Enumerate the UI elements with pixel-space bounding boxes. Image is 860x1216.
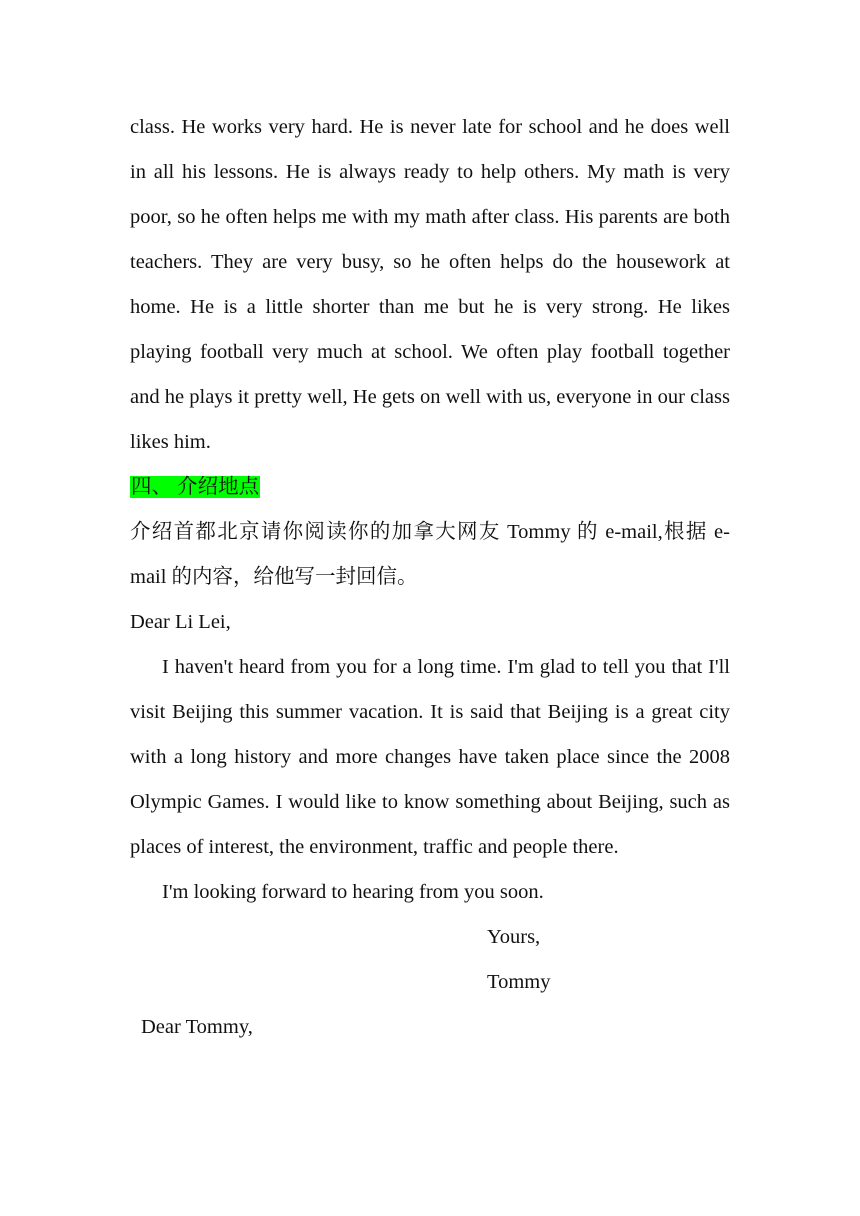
email-greeting: Dear Li Lei, bbox=[130, 611, 231, 633]
reply-greeting: Dear Tommy, bbox=[141, 1016, 253, 1038]
passage-paragraph: class. He works very hard. He is never late for school and he does well in all his lessons. He is always ready to help others. My math is very poor, so he often helps me with my math after class. His parents are both teachers. They are very busy, so he often helps do the housework at home. He is a little shorter than me but he is very strong. He likes playing football very much at school. We often play football together and he plays it pretty well, He gets on well with us, everyone in our class likes him. bbox=[130, 116, 730, 453]
section-heading bbox=[130, 465, 730, 510]
email-signature: Tommy bbox=[487, 971, 551, 993]
email-closing-line: I'm looking forward to hearing from you soon. bbox=[162, 881, 544, 903]
task-instruction: 介绍首都北京请你阅读你的加拿大网友 Tommy 的 e-mail,根据 e-mail 的内容，给他写一封回信。 bbox=[130, 521, 730, 588]
email-body-paragraph: I haven't heard from you for a long time. I'm glad to tell you that I'll visit Beijing this summer vacation. It is said that Beijing is a great city with a long history and more changes have taken place since the 2008 Olympic Games. I would like to know something about Beijing, such as places of interest, the environment, traffic and people there. bbox=[130, 656, 730, 858]
document-page bbox=[130, 105, 730, 1050]
email-closing: Yours, bbox=[487, 926, 541, 948]
section-heading-highlight: 四、 介绍地点 bbox=[131, 476, 260, 498]
